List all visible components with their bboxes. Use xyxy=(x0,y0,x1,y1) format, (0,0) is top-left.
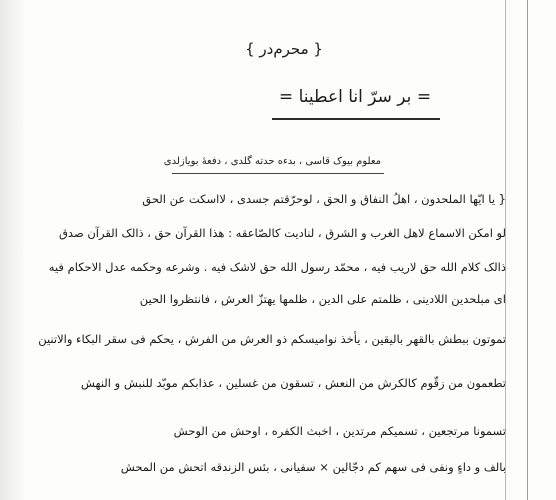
dateline-underline xyxy=(172,173,384,174)
document-title: = بر سرّ انا اعطینا = xyxy=(278,87,432,107)
text-line: تموتون ببطش بالقهر بالیقین ، یأخذ نوامیسکم ذو العرش من الفرش ، یحکم فی سقر البکاء والاتنین xyxy=(38,332,506,346)
text-line: تطعمون من زقّوم کالکرش من النعش ، تسقون من غسلین ، عذابکم موبّد للنبش و النهش xyxy=(80,376,506,390)
document-header: { محرم‌در } xyxy=(245,40,323,58)
text-line: بالف و داءٍ ونفی فی سهم کم دجّالین × سفیانی ، بئس الزندقه اتحش من المحش xyxy=(120,460,506,474)
text-line: ذالک کلام الله حق لاریب فیه ، محمّد رسول الله حق لاشک فیه . وشرعه وحکمه عدل الاحکام فیه xyxy=(48,260,506,274)
text-line: لو امکن الاسماع لاهل الغرب و الشرق ، لنادیت کالصّاعقه : هذا القرآن حق ، ذالک القرآن صدق xyxy=(58,226,506,240)
page-edge xyxy=(527,0,528,500)
text-line: { یا ایّها الملحدون ، اهلُ النفاق و الحق ، لوحرّقتم جسدی ، لااسکت عن الحق xyxy=(142,192,506,206)
text-line: تسمونا مرتجعین ، تسمیکم مرتدین ، اخبث الکفره ، اوحش من الوحش xyxy=(173,424,506,438)
text-line: ای مبلحدین اللادینی ، ظلمتم علی الدین ، ظلمها یهتزّ العرش ، فانتظروا الحین xyxy=(139,292,506,306)
dateline: معلوم بیوک قاسی ، بدءه حدته گلدی ، دفعهٔ بویازلدی xyxy=(163,156,381,167)
title-underline xyxy=(272,118,440,120)
